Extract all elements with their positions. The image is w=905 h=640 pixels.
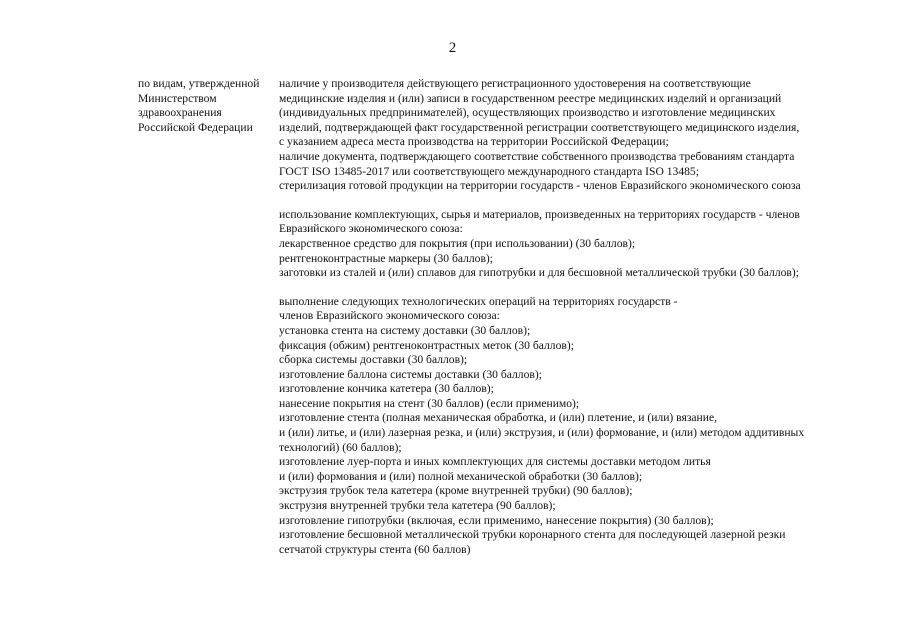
text-line: членов Евразийского экономического союза: — [279, 309, 500, 323]
text-line: стерилизация готовой продукции на территории государств - членов Евразийского экономического союза — [279, 179, 801, 193]
text-line: экструзия внутренней трубки тела катетера (90 баллов); — [279, 499, 556, 513]
left-column-line: Российской Федерации — [138, 120, 253, 134]
text-line: установка стента на систему доставки (30 баллов); — [279, 323, 531, 337]
text-line: выполнение следующих технологических операций на территориях государств - — [279, 294, 678, 308]
text-line: изготовление бесшовной металлической трубки коронарного стента для последующей лазерной резки — [279, 528, 786, 542]
text-line: рентгеноконтрастные маркеры (30 баллов); — [279, 251, 494, 265]
text-line: заготовки из сталей и (или) сплавов для гипотрубки и для бесшовной металлической трубки (30 баллов); — [279, 266, 799, 280]
text-line: ГОСТ ISO 13485-2017 или соответствующего международного стандарта ISO 13485; — [279, 164, 699, 178]
right-column — [279, 77, 879, 571]
text-line: изготовление баллона системы доставки (30 баллов); — [279, 367, 542, 381]
text-block — [279, 208, 879, 281]
left-column-line: по видам, утвержденной — [138, 77, 260, 90]
text-line: с указанием адреса места производства на территории Российской Федерации; — [279, 135, 669, 149]
page-number: 2 — [448, 40, 457, 56]
text-block — [279, 295, 879, 558]
left-column — [138, 77, 280, 135]
text-line: и (или) литье, и (или) лазерная резка, и (или) экструзия, и (или) формование, и (или) методом аддитивных — [279, 426, 805, 440]
text-line: изготовление луер-порта и иных комплектующих для системы доставки методом литья — [279, 455, 711, 469]
text-line: (индивидуальных предпринимателей), осуществляющих производство и изготовление медицинских — [279, 106, 776, 120]
left-column-line: здравоохранения — [138, 106, 222, 120]
text-line: медицинские изделия и (или) записи в государственном реестре медицинских изделий и организаций — [279, 91, 782, 105]
text-line: изготовление кончика катетера (30 баллов); — [279, 382, 494, 396]
text-line: использование комплектующих, сырья и материалов, произведенных на территориях государств - членов — [279, 207, 800, 221]
text-line: изготовление гипотрубки (включая, если применимо, нанесение покрытия) (30 баллов); — [279, 513, 714, 527]
text-line: наличие у производителя действующего регистрационного удостоверения на соответствующие — [279, 77, 751, 90]
text-line: Евразийского экономического союза: — [279, 222, 463, 236]
text-block — [279, 77, 879, 194]
text-line: экструзия трубок тела катетера (кроме внутренней трубки) (90 баллов); — [279, 484, 633, 498]
text-line: и (или) формования и (или) полной механической обработки (30 баллов); — [279, 469, 643, 483]
text-line: нанесение покрытия на стент (30 баллов) (если применимо); — [279, 396, 580, 410]
left-column-line: Министерством — [138, 91, 217, 105]
text-line: лекарственное средство для покрытия (при использовании) (30 баллов); — [279, 236, 636, 250]
text-line: технологий) (60 баллов); — [279, 440, 402, 454]
text-line: изделий, подтверждающей факт государственной регистрации соответствующего медицинского изделия, — [279, 120, 800, 134]
text-line: наличие документа, подтверждающего соответствие собственного производства требованиям стандарта — [279, 149, 795, 163]
text-line: сборка системы доставки (30 баллов); — [279, 353, 468, 367]
text-line: сетчатой структуры стента (60 баллов) — [279, 542, 471, 556]
text-line: изготовление стента (полная механическая обработка, и (или) плетение, и (или) вязание, — [279, 411, 717, 425]
text-line: фиксация (обжим) рентгеноконтрастных меток (30 баллов); — [279, 338, 574, 352]
